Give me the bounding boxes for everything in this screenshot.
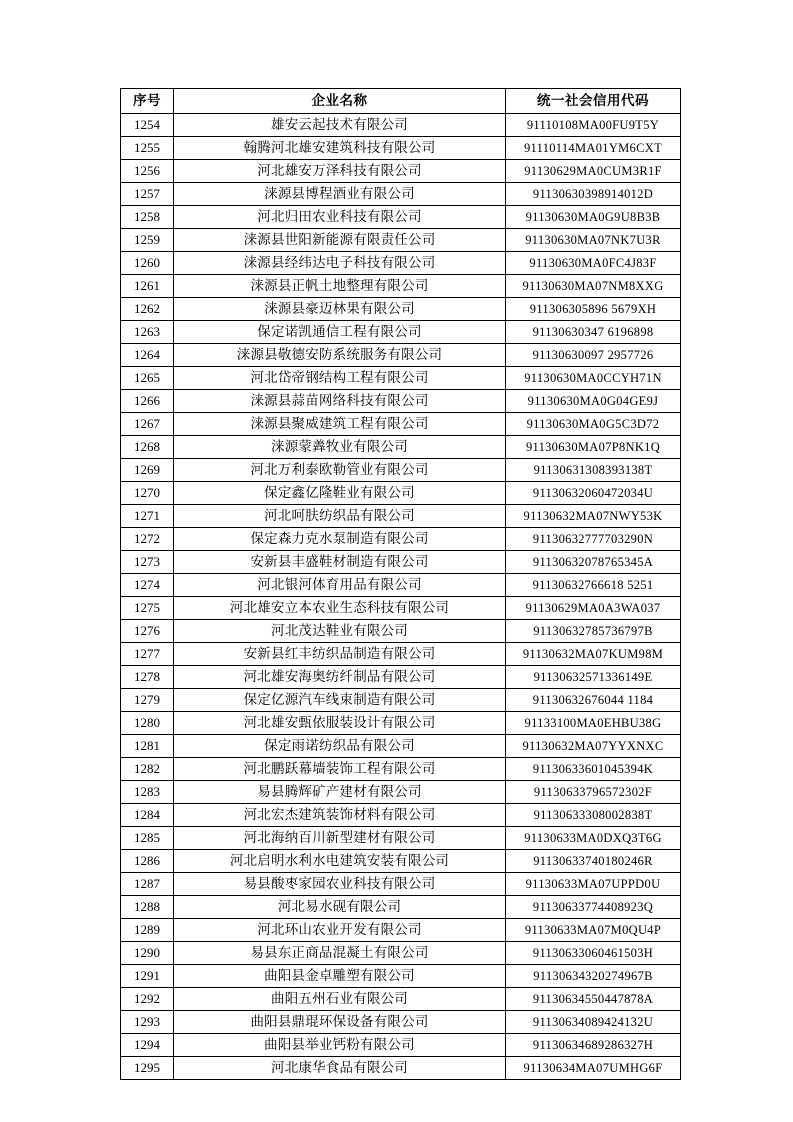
table-row (121, 436, 681, 459)
enterprise-registry-table (120, 88, 681, 1080)
cell-credit-code: 91130632777703290N (506, 528, 681, 551)
table-row (121, 137, 681, 160)
cell-enterprise-name: 河北雄安海奥纺纤制品有限公司 (174, 666, 506, 689)
cell-sequence: 1284 (121, 804, 174, 827)
cell-enterprise-name: 曲阳县举业钙粉有限公司 (174, 1034, 506, 1057)
cell-credit-code: 91130630097 2957726 (506, 344, 681, 367)
cell-sequence: 1275 (121, 597, 174, 620)
table-row (121, 482, 681, 505)
cell-sequence: 1277 (121, 643, 174, 666)
table-row (121, 114, 681, 137)
table-row (121, 505, 681, 528)
cell-credit-code: 91130633MA07M0QU4P (506, 919, 681, 942)
cell-credit-code: 91130630347 6196898 (506, 321, 681, 344)
table-row (121, 804, 681, 827)
table-row (121, 597, 681, 620)
cell-credit-code: 91130634550447878A (506, 988, 681, 1011)
cell-credit-code: 91130632060472034U (506, 482, 681, 505)
cell-credit-code: 91130631308393138T (506, 459, 681, 482)
table-row (121, 1057, 681, 1080)
cell-sequence: 1261 (121, 275, 174, 298)
cell-sequence: 1281 (121, 735, 174, 758)
cell-enterprise-name: 保定诺凯通信工程有限公司 (174, 321, 506, 344)
table-row (121, 160, 681, 183)
table-row (121, 229, 681, 252)
cell-credit-code: 91110114MA01YM6CXT (506, 137, 681, 160)
cell-credit-code: 91130629MA0CUM3R1F (506, 160, 681, 183)
table-row (121, 252, 681, 275)
cell-sequence: 1286 (121, 850, 174, 873)
cell-sequence: 1278 (121, 666, 174, 689)
cell-sequence: 1257 (121, 183, 174, 206)
enterprise-registry-table-container (120, 88, 680, 1080)
cell-sequence: 1285 (121, 827, 174, 850)
cell-sequence: 1295 (121, 1057, 174, 1080)
cell-credit-code: 91130630MA0FC4J83F (506, 252, 681, 275)
cell-enterprise-name: 涞源县豪迈林果有限公司 (174, 298, 506, 321)
column-header-enterprise-name: 企业名称 (174, 89, 506, 114)
cell-sequence: 1290 (121, 942, 174, 965)
cell-enterprise-name: 涞源县聚威建筑工程有限公司 (174, 413, 506, 436)
cell-credit-code: 91130633601045394K (506, 758, 681, 781)
cell-sequence: 1291 (121, 965, 174, 988)
cell-credit-code: 91130632571336149E (506, 666, 681, 689)
cell-enterprise-name: 易县酸枣家园农业科技有限公司 (174, 873, 506, 896)
cell-credit-code: 91130633MA0DXQ3T6G (506, 827, 681, 850)
table-row (121, 919, 681, 942)
cell-credit-code: 91130632MA07KUM98M (506, 643, 681, 666)
table-row (121, 390, 681, 413)
cell-enterprise-name: 保定雨诺纺织品有限公司 (174, 735, 506, 758)
cell-credit-code: 91133100MA0EHBU38G (506, 712, 681, 735)
cell-enterprise-name: 河北易水砚有限公司 (174, 896, 506, 919)
table-row (121, 942, 681, 965)
cell-enterprise-name: 河北雄安甄依服装设计有限公司 (174, 712, 506, 735)
cell-enterprise-name: 翰腾河北雄安建筑科技有限公司 (174, 137, 506, 160)
table-row (121, 850, 681, 873)
cell-sequence: 1288 (121, 896, 174, 919)
cell-enterprise-name: 雄安云起技术有限公司 (174, 114, 506, 137)
cell-enterprise-name: 河北启明水利水电建筑安装有限公司 (174, 850, 506, 873)
cell-credit-code: 91130633060461503H (506, 942, 681, 965)
cell-sequence: 1267 (121, 413, 174, 436)
table-header-row (121, 89, 681, 114)
cell-enterprise-name: 河北康华食品有限公司 (174, 1057, 506, 1080)
column-header-credit-code: 统一社会信用代码 (506, 89, 681, 114)
cell-sequence: 1294 (121, 1034, 174, 1057)
table-row (121, 1034, 681, 1057)
cell-enterprise-name: 河北呵肤纺织品有限公司 (174, 505, 506, 528)
table-row (121, 298, 681, 321)
table-row (121, 528, 681, 551)
cell-sequence: 1287 (121, 873, 174, 896)
cell-sequence: 1279 (121, 689, 174, 712)
cell-credit-code: 911306305896 5679XH (506, 298, 681, 321)
cell-credit-code: 91130634MA07UMHG6F (506, 1057, 681, 1080)
table-row (121, 666, 681, 689)
cell-credit-code: 91130632078765345A (506, 551, 681, 574)
cell-enterprise-name: 涞源蒙羴牧业有限公司 (174, 436, 506, 459)
cell-sequence: 1289 (121, 919, 174, 942)
cell-sequence: 1255 (121, 137, 174, 160)
table-row (121, 781, 681, 804)
cell-sequence: 1271 (121, 505, 174, 528)
cell-credit-code: 91130630MA0CCYH71N (506, 367, 681, 390)
table-row (121, 459, 681, 482)
table-row (121, 413, 681, 436)
cell-credit-code: 91130632785736797B (506, 620, 681, 643)
table-header (121, 89, 681, 114)
table-row (121, 965, 681, 988)
cell-sequence: 1265 (121, 367, 174, 390)
cell-enterprise-name: 河北茂达鞋业有限公司 (174, 620, 506, 643)
cell-sequence: 1273 (121, 551, 174, 574)
cell-enterprise-name: 曲阳五州石业有限公司 (174, 988, 506, 1011)
table-row (121, 643, 681, 666)
table-body (121, 114, 681, 1080)
cell-credit-code: 91130634089424132U (506, 1011, 681, 1034)
cell-sequence: 1293 (121, 1011, 174, 1034)
cell-enterprise-name: 保定鑫亿隆鞋业有限公司 (174, 482, 506, 505)
cell-credit-code: 91130629MA0A3WA037 (506, 597, 681, 620)
cell-enterprise-name: 涞源县经纬达电子科技有限公司 (174, 252, 506, 275)
cell-enterprise-name: 安新县红丰纺织品制造有限公司 (174, 643, 506, 666)
cell-sequence: 1256 (121, 160, 174, 183)
cell-sequence: 1260 (121, 252, 174, 275)
table-row (121, 183, 681, 206)
cell-credit-code: 91130630MA07P8NK1Q (506, 436, 681, 459)
table-row (121, 712, 681, 735)
cell-credit-code: 91110108MA00FU9T5Y (506, 114, 681, 137)
table-row (121, 620, 681, 643)
cell-sequence: 1276 (121, 620, 174, 643)
cell-credit-code: 91130632MA07NWY53K (506, 505, 681, 528)
cell-credit-code: 91130630MA07NM8XXG (506, 275, 681, 298)
cell-sequence: 1264 (121, 344, 174, 367)
cell-sequence: 1292 (121, 988, 174, 1011)
cell-credit-code: 91130630MA0G9U8B3B (506, 206, 681, 229)
cell-sequence: 1254 (121, 114, 174, 137)
cell-sequence: 1269 (121, 459, 174, 482)
table-row (121, 896, 681, 919)
cell-credit-code: 91130633796572302F (506, 781, 681, 804)
cell-sequence: 1262 (121, 298, 174, 321)
cell-enterprise-name: 易县东正商品混凝土有限公司 (174, 942, 506, 965)
cell-credit-code: 91130630MA0G5C3D72 (506, 413, 681, 436)
cell-enterprise-name: 河北宏杰建筑装饰材料有限公司 (174, 804, 506, 827)
cell-enterprise-name: 河北银河体育用品有限公司 (174, 574, 506, 597)
cell-enterprise-name: 涞源县博程酒业有限公司 (174, 183, 506, 206)
table-row (121, 206, 681, 229)
table-row (121, 344, 681, 367)
table-row (121, 758, 681, 781)
cell-enterprise-name: 涞源县正帆土地整理有限公司 (174, 275, 506, 298)
cell-enterprise-name: 河北万利泰欧勒管业有限公司 (174, 459, 506, 482)
cell-enterprise-name: 曲阳县金卓雕塑有限公司 (174, 965, 506, 988)
cell-credit-code: 91130630398914012D (506, 183, 681, 206)
cell-sequence: 1282 (121, 758, 174, 781)
cell-enterprise-name: 河北环山农业开发有限公司 (174, 919, 506, 942)
cell-credit-code: 91130630MA07NK7U3R (506, 229, 681, 252)
table-row (121, 367, 681, 390)
cell-enterprise-name: 河北海纳百川新型建材有限公司 (174, 827, 506, 850)
cell-enterprise-name: 河北岱帝钢结构工程有限公司 (174, 367, 506, 390)
cell-sequence: 1272 (121, 528, 174, 551)
cell-sequence: 1274 (121, 574, 174, 597)
cell-credit-code: 91130633308002838T (506, 804, 681, 827)
table-row (121, 275, 681, 298)
cell-credit-code: 91130634320274967B (506, 965, 681, 988)
cell-credit-code: 91130632766618 5251 (506, 574, 681, 597)
cell-enterprise-name: 涞源县敬德安防系统服务有限公司 (174, 344, 506, 367)
cell-enterprise-name: 河北归田农业科技有限公司 (174, 206, 506, 229)
cell-sequence: 1268 (121, 436, 174, 459)
cell-enterprise-name: 保定亿源汽车线束制造有限公司 (174, 689, 506, 712)
cell-enterprise-name: 曲阳县鼎琨环保设备有限公司 (174, 1011, 506, 1034)
table-row (121, 1011, 681, 1034)
cell-credit-code: 91130632MA07YYXNXC (506, 735, 681, 758)
cell-credit-code: 91130634689286327H (506, 1034, 681, 1057)
cell-enterprise-name: 河北鹏跃幕墙装饰工程有限公司 (174, 758, 506, 781)
table-row (121, 873, 681, 896)
table-row (121, 988, 681, 1011)
cell-sequence: 1263 (121, 321, 174, 344)
cell-enterprise-name: 保定森力克水泵制造有限公司 (174, 528, 506, 551)
table-row (121, 827, 681, 850)
cell-sequence: 1270 (121, 482, 174, 505)
cell-sequence: 1259 (121, 229, 174, 252)
cell-enterprise-name: 安新县丰盛鞋材制造有限公司 (174, 551, 506, 574)
cell-enterprise-name: 河北雄安万泽科技有限公司 (174, 160, 506, 183)
cell-sequence: 1266 (121, 390, 174, 413)
table-row (121, 689, 681, 712)
cell-enterprise-name: 河北雄安立本农业生态科技有限公司 (174, 597, 506, 620)
cell-credit-code: 91130633740180246R (506, 850, 681, 873)
cell-enterprise-name: 涞源县世阳新能源有限责任公司 (174, 229, 506, 252)
cell-credit-code: 91130632676044 1184 (506, 689, 681, 712)
cell-sequence: 1280 (121, 712, 174, 735)
table-row (121, 574, 681, 597)
cell-sequence: 1283 (121, 781, 174, 804)
cell-enterprise-name: 涞源县蒜苗网络科技有限公司 (174, 390, 506, 413)
column-header-sequence: 序号 (121, 89, 174, 114)
cell-credit-code: 91130633774408923Q (506, 896, 681, 919)
table-row (121, 551, 681, 574)
cell-credit-code: 91130633MA07UPPD0U (506, 873, 681, 896)
table-row (121, 321, 681, 344)
cell-sequence: 1258 (121, 206, 174, 229)
cell-enterprise-name: 易县腾辉矿产建材有限公司 (174, 781, 506, 804)
cell-credit-code: 91130630MA0G04GE9J (506, 390, 681, 413)
table-row (121, 735, 681, 758)
